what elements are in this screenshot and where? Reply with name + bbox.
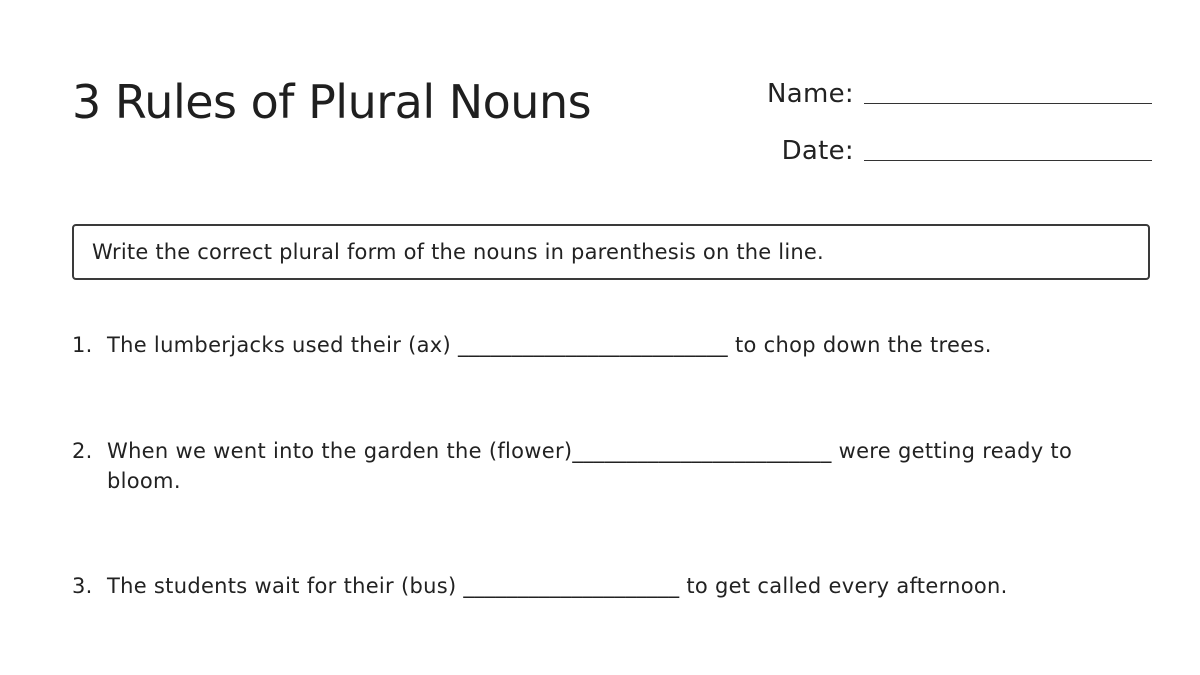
instructions-text: Write the correct plural form of the nouns in parenthesis on the line. xyxy=(92,240,824,264)
question-text: When we went into the garden the (flower)________________________ were getting ready to bloom. xyxy=(107,439,1073,493)
question-number: 2. xyxy=(72,439,93,463)
question-number: 1. xyxy=(72,333,93,357)
worksheet-title: 3 Rules of Plural Nouns xyxy=(72,75,592,129)
question-item xyxy=(72,571,1132,601)
question-item xyxy=(72,436,1132,496)
question-text: The students wait for their (bus) ____________________ to get called every afternoon. xyxy=(107,574,1008,598)
date-field[interactable] xyxy=(782,135,1152,167)
name-label: Name: xyxy=(767,79,854,109)
date-label: Date: xyxy=(781,136,854,166)
question-item xyxy=(72,330,1132,360)
date-answer-line[interactable] xyxy=(864,160,1152,161)
instructions-box xyxy=(72,224,1150,280)
question-text: The lumberjacks used their (ax) _________________________ to chop down the trees. xyxy=(107,333,992,357)
question-number: 3. xyxy=(72,574,93,598)
name-field[interactable] xyxy=(767,78,1152,110)
name-answer-line[interactable] xyxy=(864,103,1152,104)
